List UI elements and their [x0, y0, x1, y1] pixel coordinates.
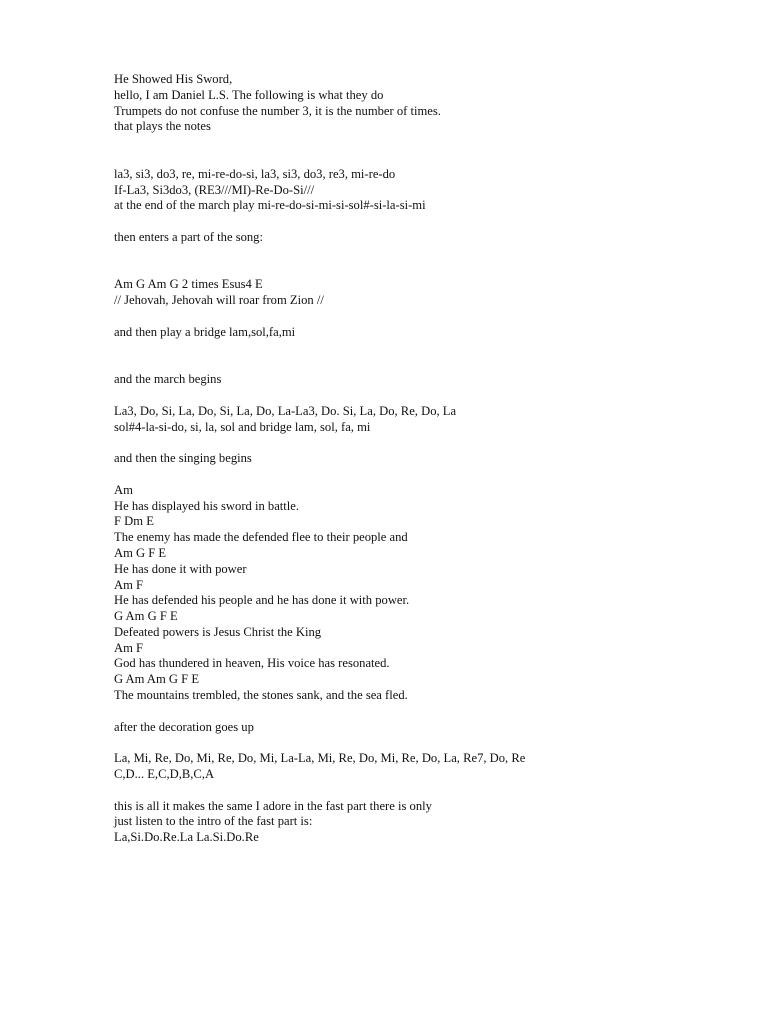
document-page — [114, 72, 734, 846]
text-line: La, Mi, Re, Do, Mi, Re, Do, Mi, La-La, Mi, Re, Do, Mi, Re, Do, La, Re7, Do, Re — [114, 751, 526, 766]
text-line: He has displayed his sword in battle. — [114, 498, 300, 513]
blank-line — [114, 262, 734, 278]
text-line: God has thundered in heaven, His voice has resonated. — [114, 656, 390, 671]
blank-line — [114, 783, 734, 799]
text-line: If-La3, Si3do3, (RE3///MI)-Re-Do-Si/// — [114, 182, 315, 197]
text-line: at the end of the march play mi-re-do-si-mi-si-sol#-si-la-si-mi — [114, 198, 426, 213]
text-line: and the march begins — [114, 372, 222, 387]
text-line: The enemy has made the defended flee to their people and — [114, 530, 408, 545]
blank-line — [114, 135, 734, 151]
text-line: la3, si3, do3, re, mi-re-do-si, la3, si3, do3, re3, mi-re-do — [114, 166, 396, 181]
text-line: G Am G F E — [114, 609, 178, 624]
text-line: La,Si.Do.Re.La La.Si.Do.Re — [114, 830, 259, 845]
text-line: // Jehovah, Jehovah will roar from Zion // — [114, 293, 324, 308]
text-line: hello, I am Daniel L.S. The following is what they do — [114, 87, 384, 102]
text-line: then enters a part of the song: — [114, 229, 263, 244]
text-line: Am F — [114, 577, 144, 592]
blank-line — [114, 467, 734, 483]
blank-line — [114, 735, 734, 751]
text-line: that plays the notes — [114, 119, 211, 134]
text-line: Am G F E — [114, 545, 167, 560]
text-line: F Dm E — [114, 514, 154, 529]
text-line: and then play a bridge lam,sol,fa,mi — [114, 324, 296, 339]
text-line: Am G Am G 2 times Esus4 E — [114, 277, 263, 292]
text-line: He has done it with power — [114, 561, 247, 576]
text-line: He Showed His Sword, — [114, 72, 233, 86]
blank-line — [114, 435, 734, 451]
blank-line — [114, 309, 734, 325]
text-line: this is all it makes the same I adore in the fast part there is only — [114, 798, 432, 813]
text-line: Trumpets do not confuse the number 3, it is the number of times. — [114, 103, 441, 118]
text-line: and then the singing begins — [114, 451, 252, 466]
text-line: G Am Am G F E — [114, 672, 200, 687]
text-line: Defeated powers is Jesus Christ the King — [114, 624, 322, 639]
blank-line — [114, 341, 734, 357]
blank-line — [114, 388, 734, 404]
blank-line — [114, 704, 734, 720]
blank-line — [114, 246, 734, 262]
text-line: just listen to the intro of the fast part is: — [114, 814, 313, 829]
text-line: The mountains trembled, the stones sank, and the sea fled. — [114, 688, 408, 703]
text-line: He has defended his people and he has done it with power. — [114, 593, 410, 608]
text-line: after the decoration goes up — [114, 719, 254, 734]
blank-line — [114, 356, 734, 372]
blank-line — [114, 151, 734, 167]
text-line: Am F — [114, 640, 144, 655]
text-line: sol#4-la-si-do, si, la, sol and bridge lam, sol, fa, mi — [114, 419, 371, 434]
text-line: La3, Do, Si, La, Do, Si, La, Do, La-La3, Do. Si, La, Do, Re, Do, La — [114, 403, 457, 418]
blank-line — [114, 214, 734, 230]
text-line: C,D... E,C,D,B,C,A — [114, 767, 215, 782]
text-line: Am — [114, 482, 133, 497]
